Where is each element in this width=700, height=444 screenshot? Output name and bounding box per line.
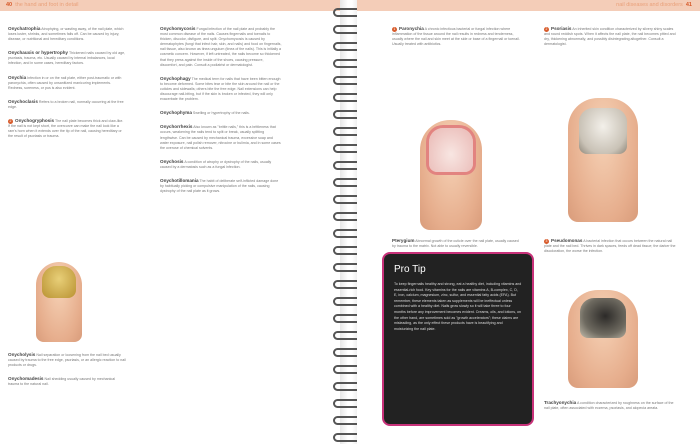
entry-text: A condition characterized by roughness on the surface of the nail plate, often associated with eczema, psoriasis, and alopecia areata.: [544, 401, 674, 411]
glossary-entry: [544, 26, 679, 47]
thickened-nail-illustration: [42, 266, 76, 298]
marker-badge: 2: [545, 26, 548, 31]
glossary-entry: [8, 75, 126, 91]
finger-illustration-pseudomonas: [568, 290, 638, 388]
glossary-entry: [160, 124, 282, 150]
glossary-entry: [8, 118, 126, 139]
entry-term: Onychotillomania: [160, 177, 199, 183]
marker-badge: 3: [545, 238, 548, 243]
entry-term: Onycholysis: [8, 352, 36, 357]
entry-term: Onychophyma: [160, 110, 192, 116]
entry-text: A chronic infectious bacterial or fungal infection where inflammation of the tissue around the nail results in redness and tenderness, usually where the nail and skin meet at the side or base of a fingernail or toenail. Usually treated with antibiotics.: [392, 27, 520, 47]
left-column-1-bottom: [8, 352, 126, 395]
entry-term: Trachyonychia: [544, 400, 577, 405]
left-page-title: the hand and foot in detail: [15, 2, 79, 8]
entry-text: Atrophying, or wasting away, of the nail plate, which loses luster, shrinks, and sometimes falls off. Can be caused by injury, disease, or nutritional and hereditary conditions.: [8, 27, 124, 42]
pro-tip-title: Pro Tip: [394, 264, 426, 275]
glossary-entry: [160, 76, 282, 102]
entry-text: Fungal infection of the nail plate and probably the most common disease of the nails. Causes fingernails and toenails to thicken, discolor, disfigure, and split. Onychomycosis is caused by dermatophytes (fungi that infect hair, skin, and nails) and food on fingernails, nail tissue, also known as tinea unguium (tinea of the nails). This is initially a cosmetic concern. However, if left untreated, the nails become so thickened that they press against the inside of the shoes, causing pressure, discomfort, and pain. Consult a podiatrist or dermatologist.: [160, 27, 282, 67]
glossary-entry: [544, 238, 679, 254]
entry-text: Thickened nails caused by old age, psoriasis, trauma, etc. Usually caused by internal imbalances, local infection, and in some cases, hereditary factors.: [8, 51, 126, 66]
entry-text: The nail plate becomes thick and claw-like. If the nail is not kept short, the overcurve can make the nail look like a ram's horn when it extends over the tip of the nail, causing hereditary or the result of psoriasis or trauma.: [8, 119, 124, 139]
inflamed-nail-illustration: [429, 128, 473, 172]
entry-text: Infection in or on the nail plate, either post-traumatic or with paronychia, often caused by unsanitized manicuring implements. Redness, soreness, or pus is also evident.: [8, 75, 122, 90]
glossary-entry: [8, 26, 126, 42]
entry-text: An inherited skin condition characterized by silvery shiny scales and round reddish spots. When it affects the nail plate, the nail becomes pitted and dry, thickening abnormally, and possibly disintegrating altogether. Consult a dermatologist.: [544, 27, 676, 47]
glossary-entry: [8, 352, 126, 368]
marker-badge: 1: [393, 26, 396, 31]
left-page: [0, 0, 343, 444]
entry-text: Nail separation or loosening from the nail bed usually caused by trauma to the free edge, psoriasis, or an allergic reaction to nail products or drugs.: [8, 353, 126, 368]
right-column-2-mid: [544, 238, 679, 262]
entry-term: Onychoclasis: [8, 98, 38, 104]
entry-text: A condition of atrophy or dystrophy of the nails, usually caused by a dermatosis such as a fungal infection.: [160, 159, 272, 169]
finger-illustration-paronychia: [420, 120, 482, 230]
entry-term: Onychomycosis: [160, 26, 196, 31]
entry-text: Refers to a broken nail, normally occurring at the free edge.: [8, 99, 124, 109]
entry-term: Onychogryphosis: [15, 118, 55, 124]
entry-term: Onychorrhexis: [160, 124, 193, 130]
entry-term: Pterygium: [392, 238, 415, 243]
entry-term: Onychophagy: [160, 75, 191, 81]
finger-illustration-psoriasis: [568, 98, 638, 222]
right-column-2-bottom: [544, 400, 679, 419]
entry-text: The medical term for nails that have been bitten enough to become deformed. Some bites tear or bite the skin around the nail or the cuticles and sidewalls; others bite the free edge. Nail extensions can help discourage nail-biting, but if the skin is broken or infected, they will only exacerbate the problem.: [160, 76, 281, 102]
entry-term: Onychauxis or hypertrophy: [8, 50, 68, 56]
entry-text: A bacterial infection that occurs between the natural nail plate and the nail bed. Thrives in dark spaces, feeds off dead tissue; the darker the discoloration, the worse the infection.: [544, 239, 676, 254]
entry-text: The habit of deliberate self-inflicted damage done by habitually picking or compulsive manipulation of the nails, causing dystrophy of the nail plate as it grows.: [160, 178, 279, 194]
entry-term: Psoriasis: [551, 26, 572, 31]
entry-text: Swelling or hypertrophy of the nails.: [192, 111, 250, 116]
entry-text: Also known as "brittle nails," this is a brittleness that occurs, weakening the nails tend to split or break, usually splitting lengthwise. Can be caused by mechanical trauma, excessive soap and water exposure, nail polish remover, nitrocine or bulimia, and in some cases the overuse of chemical solvents.: [160, 125, 281, 150]
glossary-entry: [160, 110, 282, 116]
glossary-entry: [8, 376, 126, 387]
right-column-2: [544, 26, 679, 55]
left-page-number: 40: [6, 2, 13, 8]
glossary-entry: [392, 238, 522, 249]
entry-term: Onychatrophia: [8, 26, 41, 31]
right-page-number: 41: [685, 2, 692, 8]
entry-term: Onychosis: [160, 158, 184, 164]
left-page-header: [0, 0, 343, 11]
glossary-entry: [392, 26, 522, 47]
dark-nail-illustration: [580, 298, 626, 338]
glossary-entry: [8, 99, 126, 110]
entry-text: Abnormal growth of the cuticle over the nail plate, usually caused by trauma to the matrix. Not able to usually reversible.: [392, 239, 519, 249]
glossary-entry: [160, 178, 282, 194]
glossary-entry: [544, 400, 679, 411]
pro-tip-box: [382, 252, 534, 426]
entry-term: Paronychia: [399, 26, 424, 31]
right-page-header: [357, 0, 700, 11]
entry-term: Onychia: [8, 74, 27, 80]
glossary-entry: [8, 50, 126, 66]
glossary-entry: [160, 159, 282, 170]
finger-illustration-onychogryphosis: [36, 262, 82, 342]
pro-tip-text: To keep fingernails healthy and strong, eat a healthy diet, including vitamins and essential-rich food. Key vitamins for the nails are vitamins A, B-complex, C, D, E, iron, calcium, magnesium, zinc, sulfur, and essential fatty acids (EFA). But remember, these elements taken as supplements will be ineffectual unless combined with a healthy diet. Nails grow slowly so it will take three to four months before any improvement becomes evident. Creams, oils, and lotions, on the other hand, are sometimes sold as "growth accelerators"; these claims are misleading, as the only effect these products have is beautifying and moisturizing the nail plate.: [394, 282, 522, 331]
left-column-2: [160, 26, 282, 202]
right-page-title: nail diseases and disorders: [616, 2, 683, 8]
entry-term: Onychomadesis: [8, 376, 44, 382]
glossary-entry: [160, 26, 282, 68]
right-column-1: [392, 26, 522, 55]
left-column-1: [8, 26, 126, 147]
pitted-nail-illustration: [579, 108, 627, 154]
entry-text: Nail shedding usually caused by mechanical trauma to the natural nail.: [8, 377, 116, 387]
entry-term: Pseudomonas: [551, 238, 583, 243]
marker-badge: 2: [9, 118, 12, 123]
